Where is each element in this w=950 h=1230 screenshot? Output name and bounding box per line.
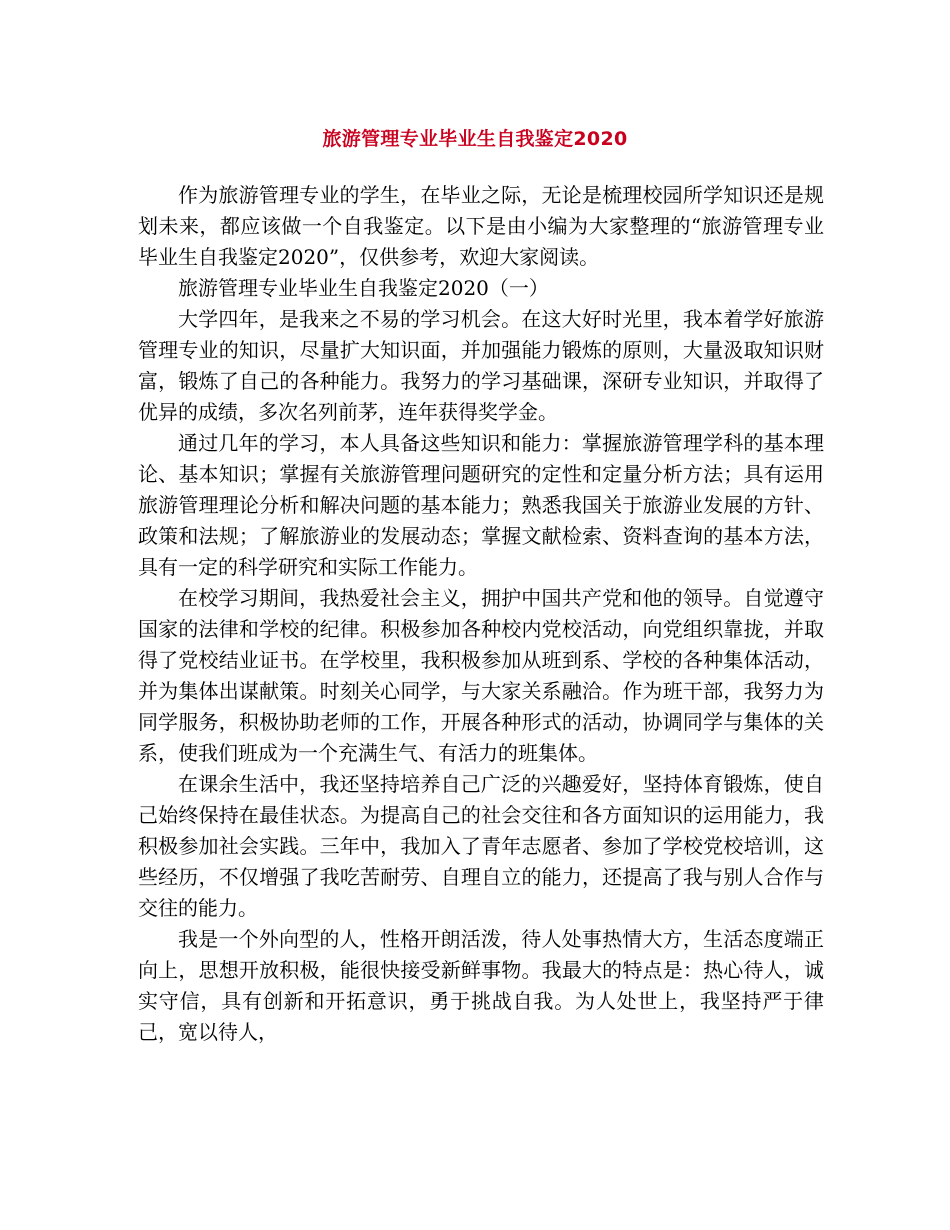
paragraph-university: 大学四年，是我来之不易的学习机会。在这大好时光里，我本着学好旅游管理专业的知识，尽量扩大知识面，并加强能力锻炼的原则，大量汲取知识财富，锻炼了自己的各种能力。我努力的学习基础课，深研专业知识，并取得了优异的成绩，多次名列前茅，连年获得奖学金。 [138,307,824,424]
paragraph-intro: 作为旅游管理专业的学生，在毕业之际，无论是梳理校园所学知识还是规划未来，都应该做一个自我鉴定。以下是由小编为大家整理的“旅游管理专业毕业生自我鉴定2020”，仅供参考，欢迎大家阅读。 [138,183,824,269]
paragraph-extracurricular: 在课余生活中，我还坚持培养自己广泛的兴趣爱好，坚持体育锻炼，使自己始终保持在最佳状态。为提高自己的社会交往和各方面知识的运用能力，我积极参加社会实践。三年中，我加入了青年志愿者、参加了学校党校培训，这些经历，不仅增强了我吃苦耐劳、自理自立的能力，还提高了我与别人合作与交往的能力。 [138,772,824,920]
document-body [138,180,824,1048]
paragraph-school-life: 在校学习期间，我热爱社会主义，拥护中国共产党和他的领导。自觉遵守国家的法律和学校的纪律。积极参加各种校内党校活动，向党组织靠拢，并取得了党校结业证书。在学校里，我积极参加从班到系、学校的各种集体活动，并为集体出谋献策。时刻关心同学，与大家关系融洽。作为班干部，我努力为同学服务，积极协助老师的工作，开展各种形式的活动，协调同学与集体的关系，使我们班成为一个充满生气、有活力的班集体。 [138,586,824,765]
paragraph-knowledge: 通过几年的学习，本人具备这些知识和能力：掌握旅游管理学科的基本理论、基本知识；掌握有关旅游管理问题研究的定性和定量分析方法；具有运用旅游管理理论分析和解决问题的基本能力；熟悉我国关于旅游业发展的方针、政策和法规；了解旅游业的发展动态；掌握文献检索、资料查询的基本方法，具有一定的科学研究和实际工作能力。 [138,431,824,579]
paragraph-personality: 我是一个外向型的人，性格开朗活泼，待人处事热情大方，生活态度端正向上，思想开放积极，能很快接受新鲜事物。我最大的特点是：热心待人，诚实守信，具有创新和开拓意识，勇于挑战自我。为人处世上，我坚持严于律己，宽以待人， [138,927,824,1044]
document-title: 旅游管理专业毕业生自我鉴定2020 [322,128,628,150]
section-heading: 旅游管理专业毕业生自我鉴定2020（一） [178,276,549,300]
